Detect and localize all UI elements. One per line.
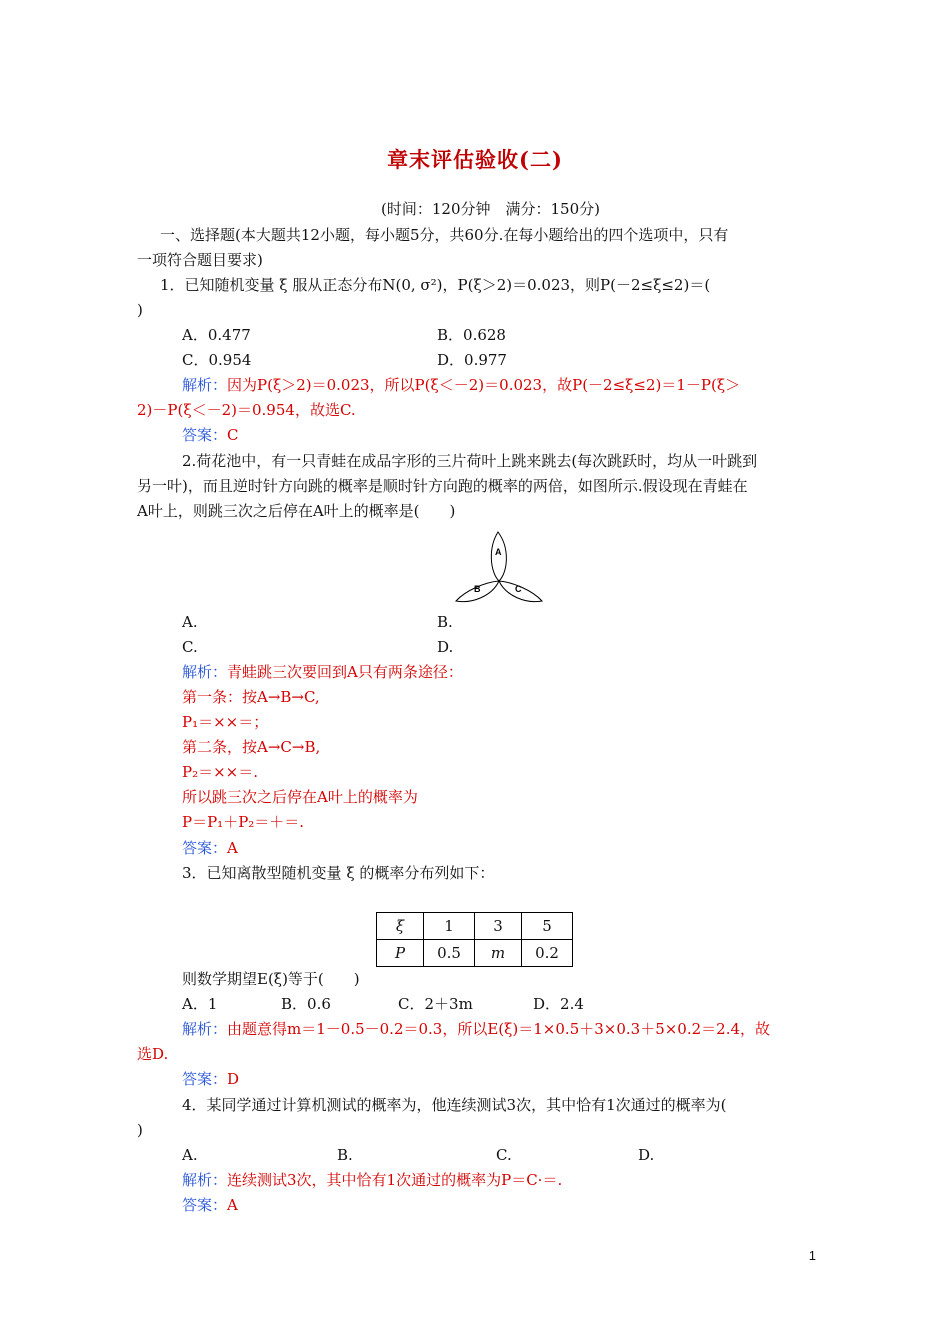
q4-stem-line-1: 4．某同学通过计算机测试的概率为，他连续测试3次，其中恰有1次通过的概率为( xyxy=(182,1096,727,1114)
q1-option-d: D．0.977 xyxy=(437,351,507,369)
q3-answer xyxy=(182,1069,239,1089)
q3-analysis-text-1: 由题意得m＝1－0.5－0.2＝0.3，所以E(ξ)＝1×0.5＋3×0.3＋5×0.2＝2.4，故 xyxy=(227,1020,771,1038)
q1-option-b: B．0.628 xyxy=(437,326,506,344)
q1-stem-line-2: ) xyxy=(137,301,143,319)
q1-answer-value: C xyxy=(227,426,239,444)
answer-label: 答案： xyxy=(182,1196,228,1214)
q2-analysis-line-6: 所以跳三次之后停在A叶上的概率为 xyxy=(182,788,418,806)
distribution-table xyxy=(376,912,573,967)
page-number: 1 xyxy=(808,1248,816,1263)
q3-stem: 3．已知离散型随机变量 ξ 的概率分布列如下： xyxy=(182,864,495,882)
q1-analysis-line-2: 2)－P(ξ＜－2)＝0.954，故选C. xyxy=(137,401,356,419)
table-header-cell: 3 xyxy=(475,913,522,940)
table-cell: 0.2 xyxy=(522,940,573,967)
q2-analysis-line-5: P₂＝××＝. xyxy=(182,763,259,781)
q2-answer xyxy=(182,838,238,858)
leaf-c-label: C xyxy=(515,584,522,594)
q2-analysis-text-1: 青蛙跳三次要回到A只有两条途径： xyxy=(227,663,463,681)
q1-stem-line-1: 1．已知随机变量 ξ 服从正态分布N(0, σ²)，P(ξ＞2)＝0.023，则P(－2≤ξ≤2)＝( xyxy=(160,276,711,294)
q3-option-c: C．2＋3m xyxy=(398,995,473,1013)
page-title: 章末评估验收(二) xyxy=(387,147,563,172)
q4-analysis xyxy=(182,1170,562,1190)
q4-option-c: C. xyxy=(496,1146,512,1164)
q4-stem-line-2: ) xyxy=(137,1121,143,1139)
q2-stem-line-1: 2.荷花池中，有一只青蛙在成品字形的三片荷叶上跳来跳去(每次跳跃时，均从一叶跳到 xyxy=(182,452,758,470)
table-cell: P xyxy=(377,940,424,967)
answer-label: 答案： xyxy=(182,426,228,444)
analysis-label: 解析： xyxy=(182,663,228,681)
exam-info: (时间：120分钟 满分：150分) xyxy=(381,200,600,218)
q2-stem-line-2: 另一叶)，而且逆时针方向跳的概率是顺时针方向跑的概率的两倍，如图所示.假设现在青蛙在 xyxy=(137,477,748,495)
q3-answer-value: D xyxy=(227,1070,240,1088)
q4-option-a: A. xyxy=(182,1146,198,1164)
q2-stem-line-3: A叶上，则跳三次之后停在A叶上的概率是( ) xyxy=(137,502,456,520)
table-row xyxy=(377,940,573,967)
q1-analysis-line-1 xyxy=(182,375,740,395)
table-cell: 0.5 xyxy=(424,940,475,967)
q3-analysis-line-2: 选D. xyxy=(137,1045,169,1063)
q3-after-table: 则数学期望E(ξ)等于( ) xyxy=(182,970,360,988)
analysis-label: 解析： xyxy=(182,1020,228,1038)
q2-option-a: A. xyxy=(182,613,198,631)
q4-answer-value: A xyxy=(227,1196,238,1214)
section-intro-line-1: 一、选择题(本大题共12小题，每小题5分，共60分.在每小题给出的四个选项中，只有 xyxy=(160,226,729,244)
q2-answer-value: A xyxy=(227,839,238,857)
q2-analysis-line-4: 第二条，按A→C→B, xyxy=(182,738,321,756)
table-header-cell: 5 xyxy=(522,913,573,940)
q2-option-c: C. xyxy=(182,638,198,656)
q4-analysis-text: 连续测试3次，其中恰有1次通过的概率为P＝C·＝. xyxy=(227,1171,563,1189)
table-header-cell: ξ xyxy=(377,913,424,940)
q2-analysis-line-2: 第一条：按A→B→C, xyxy=(182,688,320,706)
q1-option-a: A．0.477 xyxy=(182,326,251,344)
answer-label: 答案： xyxy=(182,1070,228,1088)
q2-option-b: B. xyxy=(437,613,453,631)
q1-option-c: C．0.954 xyxy=(182,351,252,369)
table-row xyxy=(377,913,573,940)
lotus-leaves-figure xyxy=(452,528,548,604)
q3-option-a: A．1 xyxy=(182,995,218,1013)
q4-option-b: B. xyxy=(337,1146,353,1164)
q2-option-d: D. xyxy=(437,638,454,656)
q4-option-d: D. xyxy=(638,1146,655,1164)
q1-analysis-text-1: 因为P(ξ＞2)＝0.023，所以P(ξ＜－2)＝0.023，故P(－2≤ξ≤2)＝1－P(ξ＞ xyxy=(227,376,741,394)
q3-option-b: B．0.6 xyxy=(281,995,331,1013)
analysis-label: 解析： xyxy=(182,1171,228,1189)
section-intro-line-2: 一项符合题目要求) xyxy=(137,251,263,269)
q2-analysis-line-3: P₁＝××＝； xyxy=(182,713,269,731)
leaf-a-label: A xyxy=(495,547,502,557)
q2-analysis-line-1 xyxy=(182,662,463,682)
q2-analysis-line-7: P＝P₁＋P₂＝＋＝. xyxy=(182,813,305,831)
q3-analysis-line-1 xyxy=(182,1019,770,1039)
leaf-b-label: B xyxy=(474,584,481,594)
table-header-cell: 1 xyxy=(424,913,475,940)
analysis-label: 解析： xyxy=(182,376,228,394)
answer-label: 答案： xyxy=(182,839,228,857)
q1-answer xyxy=(182,425,239,445)
q3-option-d: D．2.4 xyxy=(533,995,584,1013)
table-cell: m xyxy=(475,940,522,967)
q4-answer xyxy=(182,1195,238,1215)
